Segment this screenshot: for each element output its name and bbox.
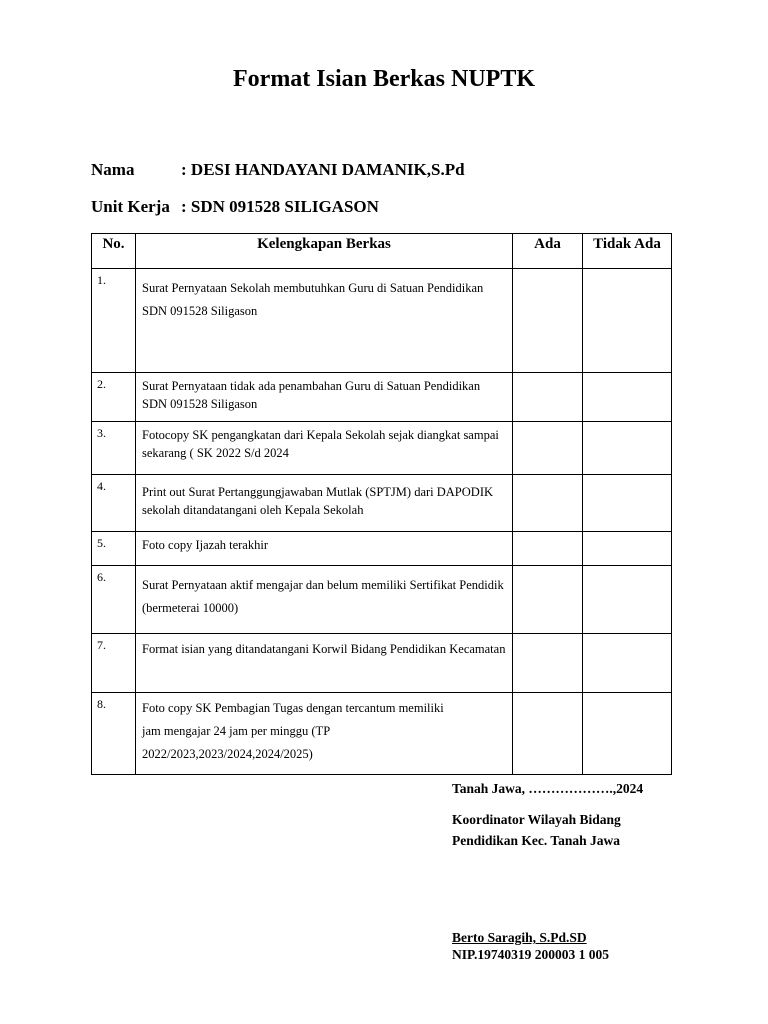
row-desc: Surat Pernyataan tidak ada penambahan Guru di Satuan Pendidikan SDN 091528 Siligason: [136, 373, 513, 422]
row-ada-cell[interactable]: [513, 475, 583, 532]
table-row: [92, 373, 672, 422]
row-ada-cell[interactable]: [513, 269, 583, 373]
row-ada-cell[interactable]: [513, 566, 583, 634]
nama-field: [91, 160, 465, 180]
signatory-name: Berto Saragih, S.Pd.SD: [452, 930, 587, 945]
row-no: 7.: [92, 634, 136, 693]
row-no: 5.: [92, 532, 136, 566]
table-row: [92, 422, 672, 475]
signature-role: [452, 809, 621, 851]
signatory-nip: NIP.19740319 200003 1 005: [452, 947, 610, 962]
row-tidak-ada-cell[interactable]: [583, 693, 672, 775]
header-tidak-ada: Tidak Ada: [583, 234, 672, 269]
row-tidak-ada-cell[interactable]: [583, 634, 672, 693]
header-kelengkapan: Kelengkapan Berkas: [136, 234, 513, 269]
row-no: 2.: [92, 373, 136, 422]
row-tidak-ada-cell[interactable]: [583, 269, 672, 373]
signature-role-line2: Pendidikan Kec. Tanah Jawa: [452, 833, 621, 848]
row-ada-cell[interactable]: [513, 693, 583, 775]
row-desc: Format isian yang ditandatangani Korwil Bidang Pendidikan Kecamatan: [136, 634, 513, 693]
nama-label: Nama: [91, 160, 135, 179]
header-no: No.: [92, 234, 136, 269]
row-desc: Surat Pernyataan Sekolah membutuhkan Guru di Satuan Pendidikan SDN 091528 Siligason: [136, 269, 513, 373]
row-no: 8.: [92, 693, 136, 775]
row-tidak-ada-cell[interactable]: [583, 422, 672, 475]
table-row: [92, 634, 672, 693]
unit-kerja-value: : SDN 091528 SILIGASON: [181, 197, 379, 216]
table-header-row: [92, 234, 672, 269]
unit-kerja-label: Unit Kerja: [91, 197, 170, 216]
row-ada-cell[interactable]: [513, 373, 583, 422]
signature-role-line1: Koordinator Wilayah Bidang: [452, 812, 621, 827]
row-ada-cell[interactable]: [513, 634, 583, 693]
row-no: 3.: [92, 422, 136, 475]
row-ada-cell[interactable]: [513, 532, 583, 566]
unit-kerja-field: [91, 197, 379, 217]
signature-place-date: Tanah Jawa, ……………….,2024: [452, 781, 644, 796]
table-row: [92, 475, 672, 532]
row-desc: Fotocopy SK pengangkatan dari Kepala Sekolah sejak diangkat sampai sekarang ( SK 2022 S/d 2024: [136, 422, 513, 475]
row-no: 4.: [92, 475, 136, 532]
row-desc: Print out Surat Pertanggungjawaban Mutlak (SPTJM) dari DAPODIK sekolah ditandatangani oleh Kepala Sekolah: [136, 475, 513, 532]
row-desc: Foto copy SK Pembagian Tugas dengan tercantum memiliki jam mengajar 24 jam per minggu (TP 2022/2023,2023/2024,2024/2025): [136, 693, 513, 775]
nama-value: : DESI HANDAYANI DAMANIK,S.Pd: [181, 160, 465, 179]
row-tidak-ada-cell[interactable]: [583, 373, 672, 422]
row-desc: Foto copy Ijazah terakhir: [136, 532, 513, 566]
document-title: Format Isian Berkas NUPTK: [233, 66, 535, 92]
row-desc: Surat Pernyataan aktif mengajar dan belum memiliki Sertifikat Pendidik (bermeterai 10000): [136, 566, 513, 634]
row-no: 6.: [92, 566, 136, 634]
table-row: [92, 566, 672, 634]
table-row: [92, 532, 672, 566]
header-ada: Ada: [513, 234, 583, 269]
table-row: [92, 693, 672, 775]
berkas-table: [91, 233, 672, 775]
table-row: [92, 269, 672, 373]
row-ada-cell[interactable]: [513, 422, 583, 475]
row-tidak-ada-cell[interactable]: [583, 475, 672, 532]
row-tidak-ada-cell[interactable]: [583, 532, 672, 566]
row-tidak-ada-cell[interactable]: [583, 566, 672, 634]
row-no: 1.: [92, 269, 136, 373]
